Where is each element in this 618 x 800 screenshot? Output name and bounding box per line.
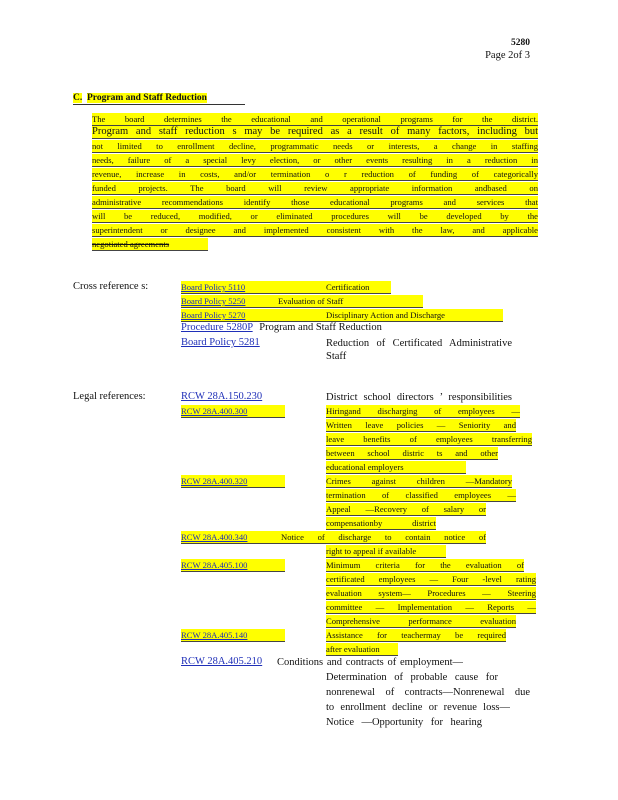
- policy-link[interactable]: Board Policy 5281: [181, 337, 260, 348]
- policy-link[interactable]: Board Policy 5110: [181, 282, 246, 292]
- legal-description: Notice of discharge to contain notice of: [281, 532, 486, 542]
- page-indicator: Page 2of 3: [485, 50, 530, 61]
- cross-reference-row: [181, 281, 391, 294]
- rcw-link: [181, 405, 285, 418]
- legal-description: termination of classified employees —: [326, 490, 516, 500]
- legal-description: to enrollment decline or revenue loss—: [326, 702, 510, 713]
- cross-reference-row: [181, 322, 382, 334]
- rcw-link: [181, 656, 262, 668]
- policy-title: Evaluation of Staff: [278, 296, 344, 306]
- section-title-text: Program and Staff Reduction: [87, 93, 207, 103]
- legal-description: leave benefits of employees transferring: [326, 434, 532, 444]
- paragraph-line: superintendent or designee and implemented consistent with the law, and applicable: [92, 225, 538, 235]
- legal-description: Assistance for teachermay be required: [326, 630, 506, 640]
- policy-title: Certification: [326, 282, 370, 292]
- legal-description: Determination of probable cause for: [326, 672, 498, 683]
- legal-description: Minimum criteria for the evaluation of: [326, 560, 524, 570]
- legal-description: Comprehensive performance evaluation: [326, 616, 516, 626]
- rcw-link-text[interactable]: RCW 28A.405.140: [181, 630, 248, 640]
- legal-references-label: Legal references:: [73, 391, 146, 402]
- section-title: [73, 93, 245, 105]
- cross-reference-row: [181, 309, 503, 322]
- procedure-link[interactable]: Procedure 5280P: [181, 322, 253, 333]
- paragraph-line: negotiated agreements: [92, 238, 208, 251]
- paragraph-line: administrative recommendations identify those educational programs and services that: [92, 197, 538, 207]
- policy-link[interactable]: Board Policy 5270: [181, 310, 246, 320]
- policy-title: Reduction of Certificated Administrative: [326, 338, 512, 349]
- paragraph-line: The board determines the educational and operational programs for the district.: [92, 114, 538, 124]
- legal-description: after evaluation: [326, 643, 398, 656]
- legal-description: certificated employees — Four -level rating: [326, 574, 536, 584]
- policy-paragraph: [92, 113, 538, 253]
- legal-description: evaluation system— Procedures — Steering: [326, 588, 536, 598]
- paragraph-line: Program and staff reduction s may be required as a result of many factors, including but: [92, 126, 538, 137]
- paragraph-line: revenue, increase in costs, and/or termination o r reduction of funding of categorically: [92, 169, 538, 179]
- cross-reference-row: [181, 337, 260, 349]
- legal-description: committee — Implementation — Reports —: [326, 602, 536, 612]
- legal-description: nonrenewal of contracts—Nonrenewal due: [326, 687, 530, 698]
- rcw-link-text[interactable]: RCW 28A.400.320: [181, 476, 248, 486]
- legal-description: Appeal —Recovery of salary or: [326, 504, 486, 514]
- rcw-link-text[interactable]: RCW 28A.405.210: [181, 656, 263, 667]
- rcw-link-text[interactable]: RCW 28A.405.100: [181, 560, 248, 570]
- policy-title: Disciplinary Action and Discharge: [326, 310, 445, 320]
- legal-description: educational employers: [326, 461, 466, 474]
- rcw-link: [181, 629, 285, 642]
- policy-title: Program and Staff Reduction: [259, 322, 382, 333]
- rcw-link-text[interactable]: RCW 28A.400.300: [181, 406, 248, 416]
- legal-description: between school distric ts and other: [326, 448, 498, 458]
- legal-description: Notice —Opportunity for hearing: [326, 717, 482, 728]
- rcw-link: [181, 559, 285, 572]
- legal-description: Hiringand discharging of employees —: [326, 406, 520, 416]
- policy-link[interactable]: Board Policy 5250: [181, 296, 246, 306]
- legal-description: right to appeal if available: [326, 545, 446, 558]
- paragraph-line: will be reduced, modified, or eliminated procedures will be developed by the: [92, 211, 538, 221]
- paragraph-line: needs, failure of a special levy election, or other events resulting in a reduction in: [92, 155, 538, 165]
- paragraph-line: funded projects. The board will review appropriate information andbased on: [92, 183, 538, 193]
- legal-description: Crimes against children —Mandatory: [326, 476, 512, 486]
- legal-description: District school directors ’ responsibilities: [326, 392, 512, 403]
- rcw-link-text[interactable]: RCW 28A.400.340: [181, 532, 248, 542]
- cross-reference-label: Cross reference s:: [73, 281, 149, 292]
- rcw-link: [181, 391, 262, 403]
- rcw-link-text[interactable]: RCW 28A.150.230: [181, 391, 263, 402]
- legal-description: Written leave policies — Seniority and: [326, 420, 516, 430]
- legal-description: compensationby district: [326, 518, 436, 528]
- policy-title: Staff: [326, 351, 347, 362]
- paragraph-line: not limited to enrollment decline, programmatic needs or interests, a change in staffing: [92, 141, 538, 151]
- cross-reference-row: [181, 295, 423, 308]
- policy-number: 5280: [511, 38, 530, 48]
- section-letter: C.: [73, 93, 83, 103]
- rcw-link: [181, 475, 285, 488]
- legal-description: Conditions and contracts of employment—: [277, 657, 463, 668]
